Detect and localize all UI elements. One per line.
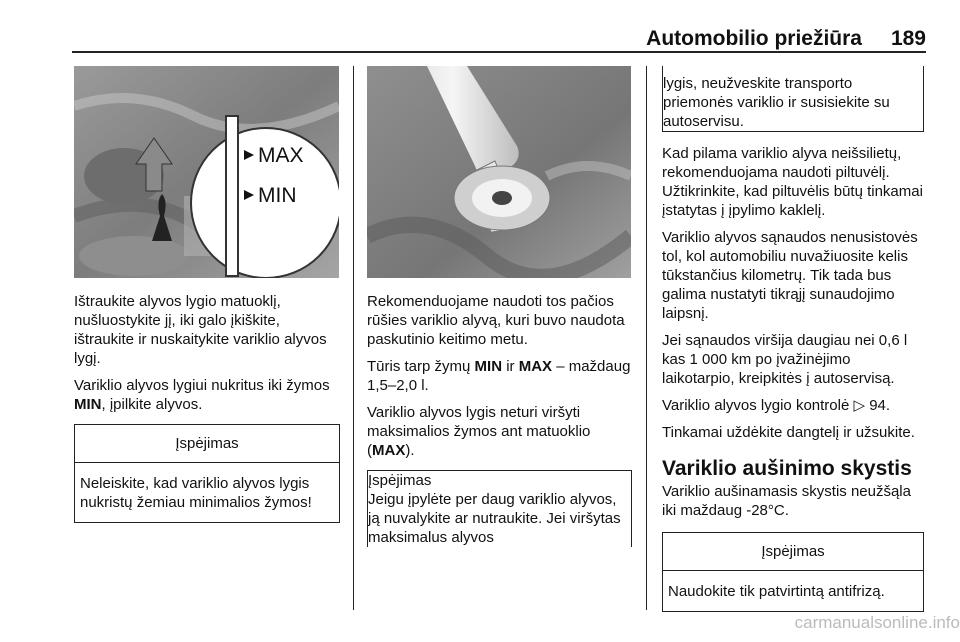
dipstick-illustration	[74, 66, 339, 278]
warning-box-low-oil	[74, 424, 340, 523]
warning-title: Įspėjimas	[663, 533, 923, 571]
page-number: 189	[890, 27, 926, 50]
min-mark-label: MIN	[258, 184, 297, 207]
column-divider-2	[646, 66, 647, 610]
oil-filling-illustration	[367, 66, 631, 278]
warning-box-antifreeze	[662, 532, 924, 612]
paragraph-dipstick-check: Ištraukite alyvos lygio matuoklį, nušluostykite jį, iki galo įkiškite, ištraukite ir nuskaitykite variklio alyvos lygį.	[74, 293, 327, 367]
paragraph-funnel: Kad pilama variklio alyva neišsilietų, rekomenduojama naudoti piltuvėlį. Užtikrinkite, kad piltuvėlis būtų tinkamai įstatytas į įpylimo kaklelį.	[662, 145, 923, 219]
column-3	[662, 66, 924, 612]
column-divider-1	[353, 66, 354, 610]
max-mark-label: MAX	[258, 144, 304, 167]
min-mark-ref: MIN	[74, 396, 102, 413]
watermark: carmanualsonline.info	[794, 613, 960, 632]
warning-title: Įspėjimas	[75, 425, 339, 463]
warning-text: lygis, neužveskite transporto priemonės variklio ir susisiekite su autoservisu.	[663, 75, 890, 130]
paragraph-consumption: Variklio alyvos sąnaudos nenusistovės tol, kol automobiliu nuvažiuosite kelis tūkstančius kilometrų. Tik tada bus galima nustatyti tikrąjį sunaudojimo laipsnį.	[662, 229, 918, 322]
page-header-title: Automobilio priežiūra	[646, 27, 862, 50]
header-rule	[72, 51, 926, 53]
warning-box-overfill	[367, 470, 632, 547]
paragraph-consumption-limit: Jei sąnaudos viršija daugiau nei 0,6 l kas 1 000 km po įvažinėjimo laikotarpio, kreipkitės į autoservisą.	[662, 332, 908, 387]
paragraph-coolant: Variklio aušinamasis skystis neužšąla iki maždaug -28°C.	[662, 483, 911, 519]
column-2	[367, 292, 632, 547]
paragraph-level-control-ref: Variklio alyvos lygio kontrolė ▷ 94.	[662, 397, 891, 414]
warning-box-overfill-continued	[662, 66, 924, 132]
warning-title: Įspėjimas	[368, 472, 432, 489]
paragraph-add-oil: Variklio alyvos lygiui nukritus iki žymos MIN, įpilkite alyvos.	[74, 377, 330, 413]
paragraph-recommended-oil: Rekomenduojame naudoti tos pačios rūšies variklio alyvą, kuri buvo naudota paskutinio keitimo metu.	[367, 293, 625, 348]
paragraph-cap: Tinkamai uždėkite dangtelį ir užsukite.	[662, 424, 915, 441]
paragraph-volume: Tūris tarp žymų MIN ir MAX – maždaug 1,5–2,0 l.	[367, 358, 631, 394]
page-reference-triangle-icon: ▷	[853, 397, 866, 414]
warning-text: Jeigu įpylėte per daug variklio alyvos, ją nuvalykite ar nutraukite. Jei viršytas maksimalus alyvos	[368, 491, 621, 546]
warning-text: Neleiskite, kad variklio alyvos lygis nukristų žemiau minimalios žymos!	[80, 475, 312, 511]
paragraph-max-level: Variklio alyvos lygis neturi viršyti maksimalios žymos ant matuoklio (MAX).	[367, 404, 591, 459]
warning-text: Naudokite tik patvirtintą antifrizą.	[668, 583, 885, 600]
section-heading-coolant: Variklio aušinimo skystis	[662, 457, 912, 480]
column-1	[74, 292, 340, 523]
